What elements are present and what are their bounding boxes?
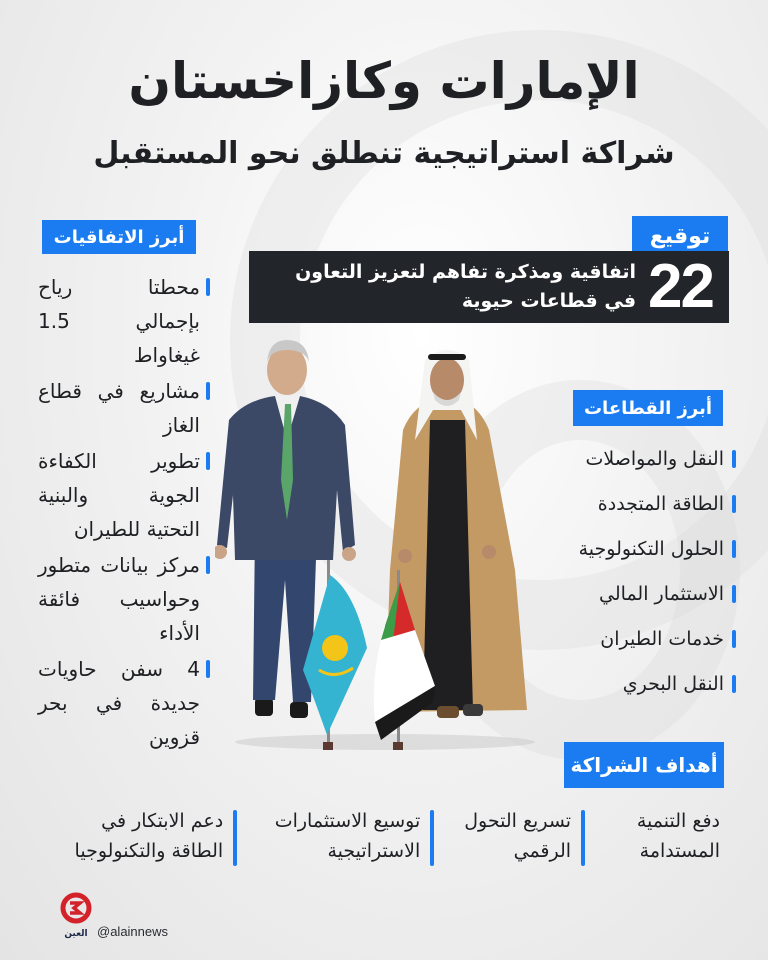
goal-item: توسيع الاستثمارات الاستراتيجية [274,810,421,862]
goal-item: تسريع التحول الرقمي [464,810,572,862]
goals-tag: أهداف الشراكة [564,742,724,788]
sector-item: خدمات الطيران [540,626,736,652]
goal-item: دعم الابتكار في الطاقة والتكنولوجيا [74,810,224,862]
agreement-item: محطتا رياح بإجمالي 1.5 غيغاواط [38,270,210,372]
bullet-bar-icon [732,675,736,693]
bullet-bar-icon [732,630,736,648]
bullet-bar-icon [732,495,736,513]
sector-item: النقل البحري [540,671,736,697]
social-handle: @alainnews [97,924,169,939]
bullet-bar-icon [206,556,210,574]
bullet-bar-icon [206,660,210,678]
agreement-item: تطوير الكفاءة الجوية والبنية التحتية للطيران [38,444,210,546]
signing-text: اتفاقية ومذكرة تفاهم لتعزيز التعاون في قطاعات حيوية [295,261,637,312]
sector-item: النقل والمواصلات [540,446,736,472]
page-title: الإمارات وكازاخستان [128,52,640,110]
leaders-with-flags-photo [215,330,560,750]
bullet-bar-icon [206,382,210,400]
bullet-bar-icon [206,278,210,296]
sectors-list [540,446,736,716]
signing-banner [249,251,729,323]
page-subtitle: شراكة استراتيجية تنطلق نحو المستقبل [93,136,675,171]
signing-tag: توقيع [632,216,728,256]
agreements-tag: أبرز الاتفاقيات [42,220,196,254]
sector-item: الاستثمار المالي [540,581,736,607]
agreement-item: مشاريع في قطاع الغاز [38,374,210,442]
goal-item: دفع التنمية المستدامة [636,810,720,862]
agreement-item: مركز بيانات متطور وحواسيب فائقة الأداء [38,548,210,650]
sector-item: الطاقة المتجددة [540,491,736,517]
alain-logo-icon [58,892,94,940]
bullet-bar-icon [206,452,210,470]
svg-text:العين: العين [64,929,88,939]
bullet-bar-icon [732,450,736,468]
agreements-count: 22 [648,252,713,321]
bullet-bar-icon [732,540,736,558]
bullet-bar-icon [732,585,736,603]
agreement-item: 4 سفن حاويات جديدة في بحر قزوين [38,652,210,754]
goals-row [40,806,730,870]
sectors-tag: أبرز القطاعات [573,390,723,426]
agreements-list [38,270,210,756]
sector-item: الحلول التكنولوجية [540,536,736,562]
